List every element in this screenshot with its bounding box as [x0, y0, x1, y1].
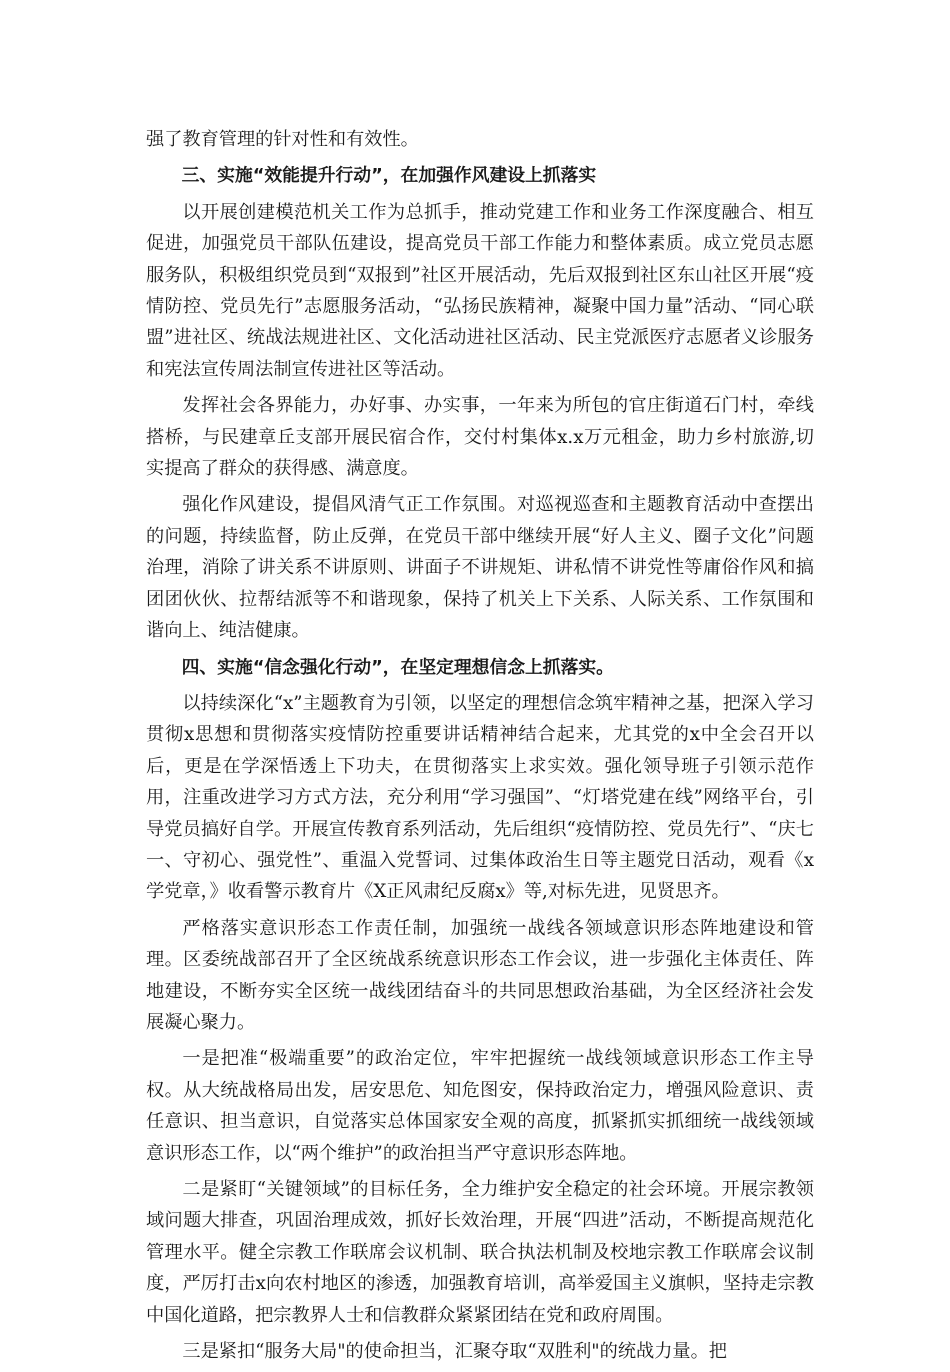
paragraph-continuation: 强了教育管理的针对性和有效性。 — [146, 129, 419, 150]
paragraph: 以开展创建模范机关工作为总抓手，推动党建工作和业务工作深度融合、相互促进，加强党员干部队伍建设，提高党员干部工作能力和整体素质。成立党员志愿服务队，积极组织党员到“双报到”社区开展活动，先后双报到社区东山社区开展“疫情防控、党员先行”志愿服务活动，“弘扬民族精神，凝聚中国力量”活动、“同心联盟”进社区、统战法规进社区、文化活动进社区活动、民主党派医疗志愿者义诊服务和宪法宣传周法制宣传进社区等活动。 — [146, 201, 814, 380]
paragraph: 三是紧扣“服务大局"的使命担当，汇聚夺取“双胜利"的统战力量。把 — [182, 1341, 727, 1363]
paragraph: 强化作风建设，提倡风清气正工作氛围。对巡视巡查和主题教育活动中查摆出的问题，持续监督，防止反弹，在党员干部中继续开展“好人主义、圈子文化”问题治理，消除了讲关系不讲原则、讲面子不讲规矩、讲私情不讲党性等庸俗作风和搞团团伙伙、拉帮结派等不和谐现象，保持了机关上下关系、人际关系、工作氛围和谐向上、纯洁健康。 — [146, 494, 814, 642]
paragraph: 发挥社会各界能力，办好事、办实事，一年来为所包的官庄街道石门村，牵线搭桥，与民建章丘支部开展民宿合作，交付村集体x.x万元租金，助力乡村旅游,切实提高了群众的获得感、满意度。 — [146, 395, 814, 480]
paragraph: 二是紧盯“关键领域”的目标任务，全力维护安全稳定的社会环境。开展宗教领域问题大排查，巩固治理成效，抓好长效治理，开展“四进”活动，不断提高规范化管理水平。健全宗教工作联席会议机制、联合执法机制及校地宗教工作联席会议制度，严厉打击x向农村地区的渗透，加强教育培训，高举爱国主义旗帜，坚持走宗教中国化道路，把宗教界人士和信教群众紧紧团结在党和政府周围。 — [146, 1179, 814, 1326]
paragraph: 一是把准“极端重要”的政治定位，牢牢把握统一战线领域意识形态工作主导权。从大统战格局出发，居安思危、知危图安，保持政治定力，增强风险意识、责任意识、担当意识，自觉落实总体国家安全观的高度，抓紧抓实抓细统一战线领域意识形态工作，以“两个维护”的政治担当严守意识形态阵地。 — [146, 1048, 814, 1164]
section-heading-4: 四、实施“信念强化行动”，在坚定理想信念上抓落实。 — [181, 656, 614, 678]
paragraph: 以持续深化“x”主题教育为引领，以坚定的理想信念筑牢精神之基，把深入学习贯彻x思想和贯彻落实疫情防控重要讲话精神结合起来，尤其党的x中全会召开以后，更是在学深悟透上下功夫，在贯彻落实上求实效。强化领导班子引领示范作用，注重改进学习方式方法，充分利用“学习强国”、“灯塔党建在线”网络平台，引导党员搞好自学。开展宣传教育系列活动，先后组织“疫情防控、党员先行”、“庆七一、守初心、强党性”、重温入党誓词、过集体政治生日等主题党日活动，观看《x学党章，》收看警示教育片《X正风肃纪反腐x》等,对标先进，见贤思齐。 — [146, 692, 814, 903]
document-body — [146, 124, 814, 1372]
section-heading-3: 三、实施“效能提升行动”，在加强作风建设上抓落实 — [181, 165, 597, 187]
paragraph: 严格落实意识形态工作责任制，加强统一战线各领域意识形态阵地建设和管理。区委统战部召开了全区统战系统意识形态工作会议，进一步强化主体责任、阵地建设，不断夯实全区统一战线团结奋斗的共同思想政治基础，为全区经济社会发展凝心聚力。 — [146, 917, 814, 1033]
